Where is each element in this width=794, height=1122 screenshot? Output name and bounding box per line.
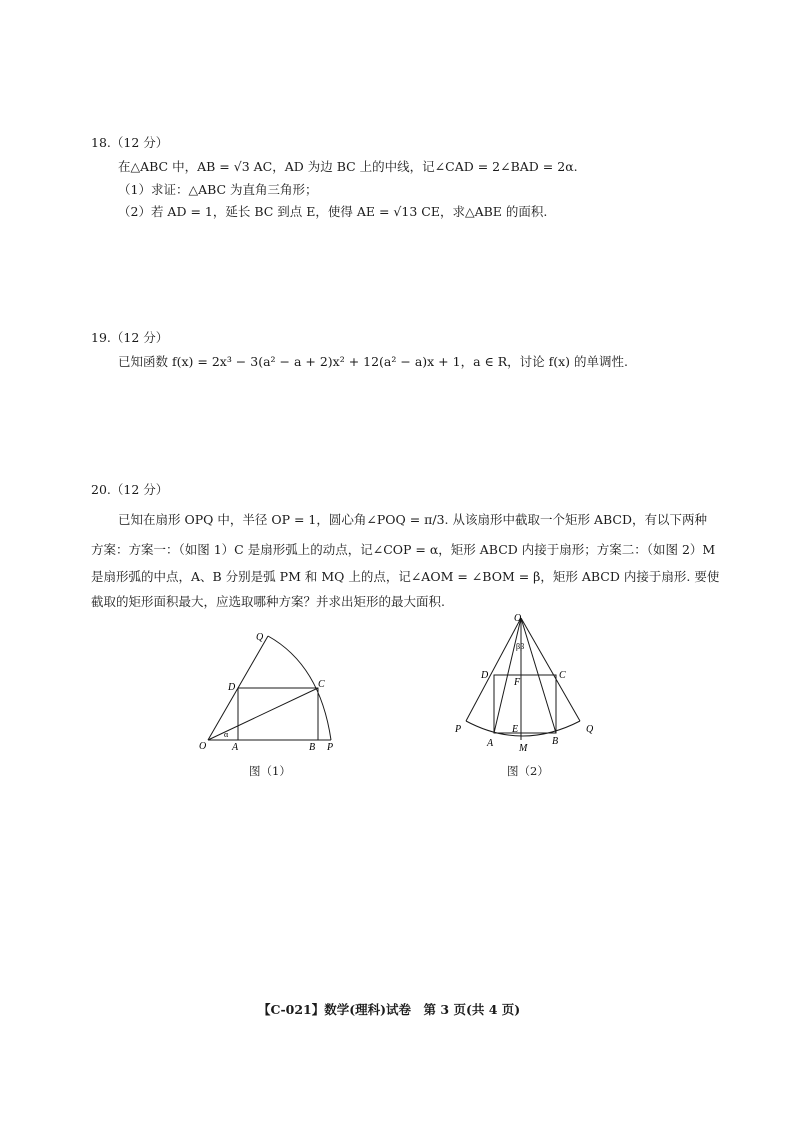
fig2-label-o: O — [514, 613, 522, 624]
fig1-label-d: D — [228, 682, 236, 693]
q18-stem: 在△ABC 中，AB = √3 AC，AD 为边 BC 上的中线，记∠CAD = 2∠BAD = 2α. — [118, 159, 578, 174]
fig1-label-o: O — [199, 741, 207, 752]
fig1-label-q: Q — [256, 632, 264, 643]
q20-line1: 已知在扇形 OPQ 中，半径 OP = 1，圆心角∠POQ = π/3. 从该扇形中截取一个矩形 ABCD，有以下两种 — [118, 512, 707, 527]
q18-part2: （2）若 AD = 1，延长 BC 到点 E，使得 AE = √13 CE，求△ABE 的面积. — [118, 204, 548, 219]
figure-2-caption: 图（2） — [507, 764, 549, 778]
q20-number: 20.（12 分） — [91, 482, 169, 497]
figure-2-diagram — [445, 610, 605, 760]
figure-1-diagram — [190, 625, 350, 755]
fig1-label-c: C — [318, 679, 325, 690]
fig1-label-alpha: α — [224, 730, 229, 739]
q18-part1: （1）求证：△ABC 为直角三角形； — [118, 182, 318, 197]
fig2-label-a: A — [487, 738, 494, 749]
fig1-label-p: P — [327, 742, 334, 753]
fig2-label-beta: ββ — [516, 642, 525, 651]
figure-1-caption: 图（1） — [249, 764, 291, 778]
page-footer: 【C-021】数学(理科)试卷 第 3 页(共 4 页) — [258, 1002, 521, 1017]
fig2-arc-pq — [466, 721, 580, 736]
q19-stem: 已知函数 f(x) = 2x³ − 3(a² − a + 2)x² + 12(a² − a)x + 1，a ∈ R，讨论 f(x) 的单调性. — [118, 354, 628, 369]
fig2-label-d: D — [481, 670, 489, 681]
fig1-rect-abcd — [238, 688, 318, 740]
fig2-label-q: Q — [586, 724, 594, 735]
q20-line2: 方案：方案一：（如图 1）C 是扇形弧上的动点，记∠COP = α，矩形 ABCD 内接于扇形；方案二：（如图 2）M — [91, 542, 716, 557]
fig2-label-c: C — [559, 670, 566, 681]
q20-line4: 截取的矩形面积最大，应选取哪种方案？并求出矩形的最大面积. — [91, 594, 445, 609]
fig1-label-a: A — [232, 742, 239, 753]
fig2-label-e: E — [512, 724, 519, 735]
fig2-label-b: B — [552, 736, 559, 747]
fig2-label-p: P — [455, 724, 462, 735]
q18-number: 18.（12 分） — [91, 135, 169, 150]
fig2-line-oq — [521, 618, 580, 721]
fig1-label-b: B — [309, 742, 316, 753]
fig2-label-f: F — [514, 677, 521, 688]
fig2-label-m: M — [519, 743, 528, 754]
q20-line3: 是扇形弧的中点，A、B 分别是弧 PM 和 MQ 上的点，记∠AOM = ∠BOM = β，矩形 ABCD 内接于扇形. 要使 — [91, 569, 720, 584]
q19-number: 19.（12 分） — [91, 330, 169, 345]
